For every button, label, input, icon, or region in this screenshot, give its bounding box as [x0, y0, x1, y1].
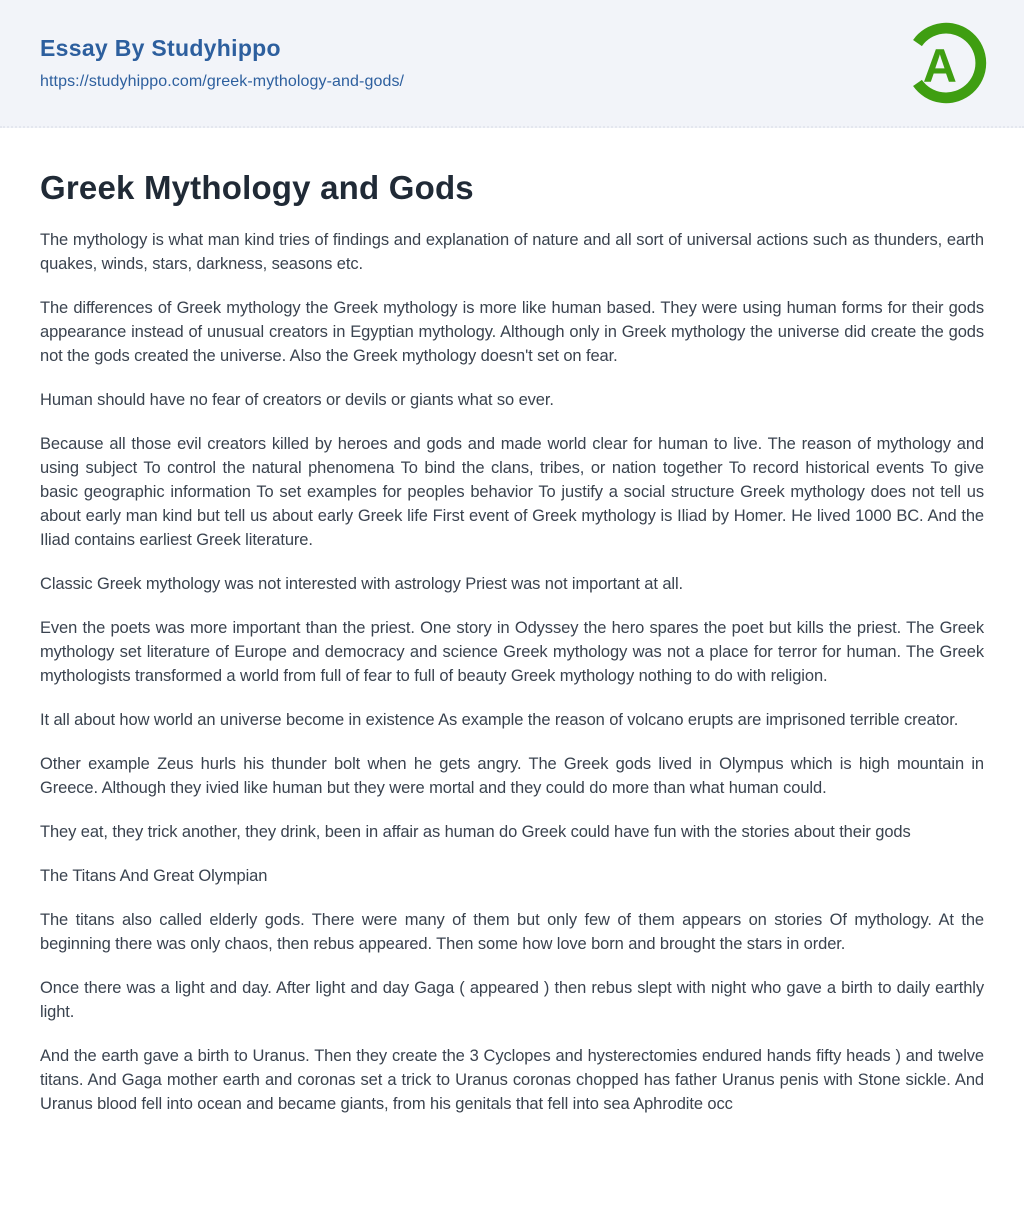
header-text-block — [40, 35, 404, 91]
essay-paragraph-4: Because all those evil creators killed by heroes and gods and made world clear for human to live. The reason of mythology and using subject To control the natural phenomena To bind the clans, tribes, or nation together To record historical events To give basic geographic information To set examples for peoples behavior To justify a social structure Greek mythology does not tell us about early man kind but tell us about early Greek life First event of Greek mythology is Iliad by Homer. He lived 1000 BC. And the Iliad contains earliest Greek literature. — [40, 435, 984, 549]
essay-content — [0, 128, 1024, 1116]
logo-ring-graphic — [903, 20, 989, 106]
essay-paragraph-10: The Titans And Great Olympian — [40, 867, 268, 885]
essay-paragraph-9: They eat, they trick another, they drink, been in affair as human do Greek could have fun with the stories about their gods — [40, 823, 911, 841]
essay-paragraph-5: Classic Greek mythology was not interested with astrology Priest was not important at all. — [40, 575, 684, 593]
essay-paragraph-13: And the earth gave a birth to Uranus. Then they create the 3 Cyclopes and hysterectomies endured hands fifty heads ) and twelve titans. And Gaga mother earth and coronas set a trick to Uranus coronas chopped has father Uranus penis with Stone sickle. And Uranus blood fell into ocean and became giants, from his genitals that fell into sea Aphrodite occ — [40, 1047, 984, 1113]
essay-paragraph-7: It all about how world an universe become in existence As example the reason of volcano erupts are imprisoned terrible creator. — [40, 711, 959, 729]
essay-paragraph-6: Even the poets was more important than the priest. One story in Odyssey the hero spares the poet but kills the priest. The Greek mythology set literature of Europe and democracy and science Greek mythology was not a place for terror for human. The Greek mythologists transformed a world from full of fear to full of beauty Greek mythology nothing to do with religion. — [40, 619, 984, 685]
page-header — [0, 0, 1024, 128]
essay-paragraph-8: Other example Zeus hurls his thunder bolt when he gets angry. The Greek gods lived in Olympus which is high mountain in Greece. Although they ivied like human but they were mortal and they could do more than what human could. — [40, 755, 984, 797]
essay-paragraph-2: The differences of Greek mythology the Greek mythology is more like human based. They were using human forms for their gods appearance instead of unusual creators in Egyptian mythology. Although only in Greek mythology the universe did create the gods not the gods created the universe. Also the Greek mythology doesn't set on fear. — [40, 299, 984, 365]
essay-paragraph-11: The titans also called elderly gods. There were many of them but only few of them appears on stories Of mythology. At the beginning there was only chaos, then rebus appeared. Then some how love born and brought the stars in order. — [40, 911, 984, 953]
essay-paragraph-1: The mythology is what man kind tries of findings and explanation of nature and all sort of universal actions such as thunders, earth quakes, winds, stars, darkness, seasons etc. — [40, 231, 984, 273]
essay-title: Greek Mythology and Gods — [40, 169, 474, 206]
essay-paragraph-12: Once there was a light and day. After light and day Gaga ( appeared ) then rebus slept with night who gave a birth to daily earthly light. — [40, 979, 984, 1021]
studyhippo-logo-icon — [903, 20, 989, 106]
site-title: Essay By Studyhippo — [40, 35, 281, 61]
logo-letter: A — [922, 38, 957, 92]
essay-paragraph-3: Human should have no fear of creators or devils or giants what so ever. — [40, 391, 554, 409]
source-url-link[interactable]: https://studyhippo.com/greek-mythology-and-gods/ — [40, 73, 405, 90]
